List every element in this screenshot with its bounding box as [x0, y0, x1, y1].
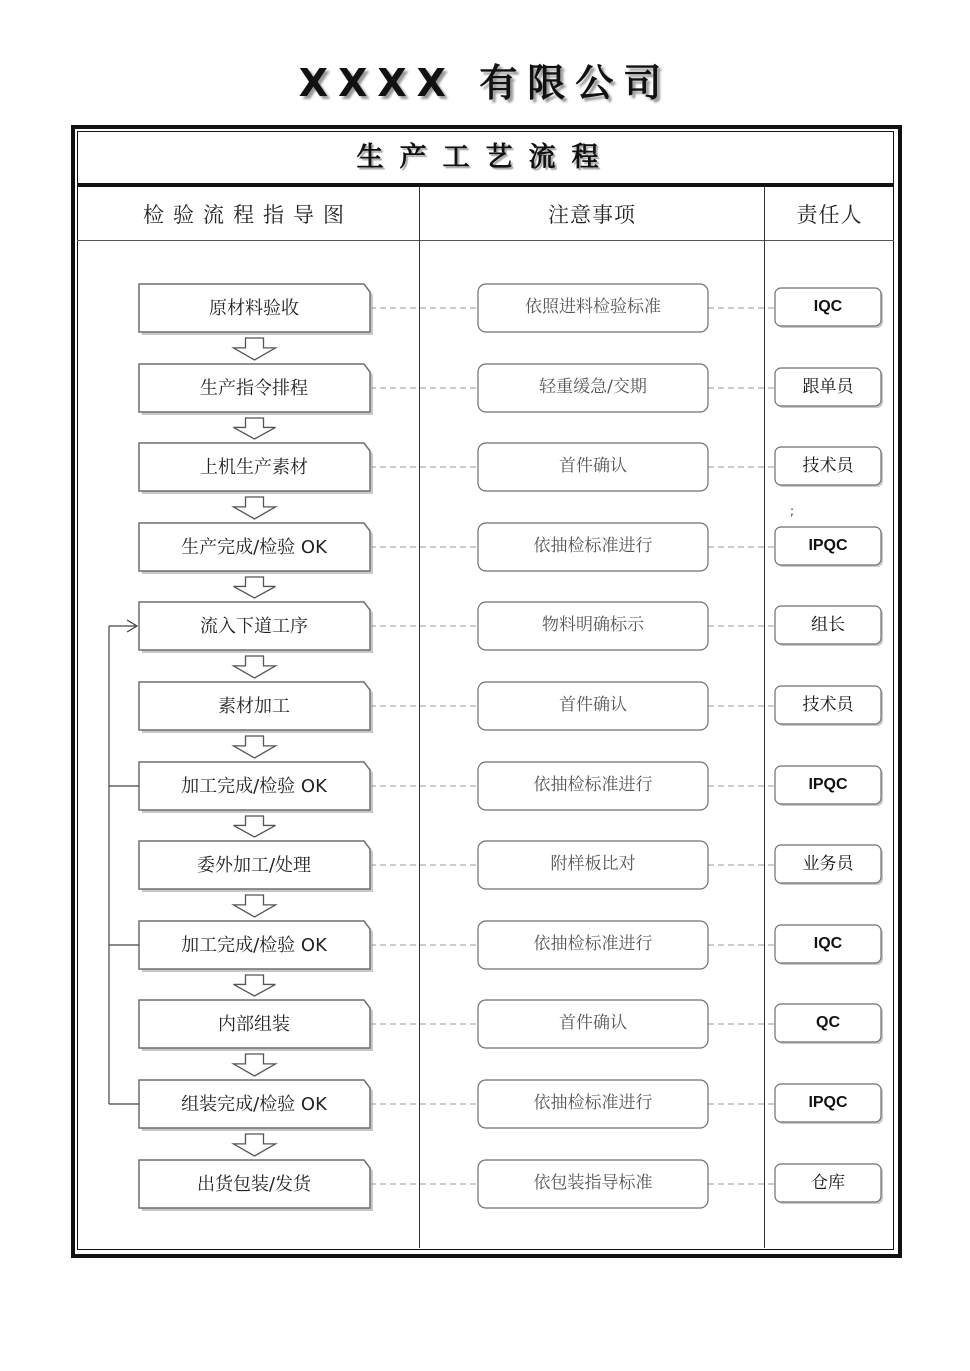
note-label: 首件确认 [559, 695, 627, 715]
down-arrow-icon [234, 497, 276, 519]
note-label: 依抽检标准进行 [533, 934, 653, 954]
company-title: XXXX 有限公司 [298, 61, 672, 105]
responsible-label: IPQC [808, 776, 848, 793]
step-label: 原材料验收 [209, 298, 299, 319]
responsible-label: IQC [813, 298, 843, 315]
step-label: 生产指令排程 [200, 378, 308, 399]
responsible-label: 技术员 [802, 695, 854, 715]
note-label: 依抽检标准进行 [533, 775, 653, 795]
down-arrow-icon [234, 577, 276, 598]
responsible-label: 跟单员 [802, 377, 854, 397]
responsible-label: IPQC [808, 537, 848, 554]
step-label: 上机生产素材 [200, 457, 308, 478]
down-arrow-icon [234, 338, 276, 360]
step-label: 加工完成/检验 OK [181, 776, 327, 797]
note-label: 依抽检标准进行 [533, 536, 653, 556]
column-header-notes: 注意事项 [548, 203, 636, 227]
note-label: 物料明确标示 [542, 615, 644, 635]
column-header-flow: 检验流程指导图 [143, 203, 353, 227]
process-title: 生产工艺流程 [356, 142, 615, 173]
down-arrow-icon [234, 816, 276, 837]
down-arrow-icon [234, 656, 276, 678]
responsible-label: 仓库 [811, 1173, 845, 1193]
note-label: 轻重缓急/交期 [539, 377, 647, 397]
step-label: 出货包装/发货 [196, 1174, 312, 1195]
note-label: 依抽检标准进行 [533, 1093, 653, 1113]
step-label: 内部组装 [218, 1014, 290, 1035]
step-label: 委外加工/处理 [196, 855, 312, 876]
step-label: 素材加工 [218, 696, 290, 717]
note-label: 依照进料检验标准 [525, 297, 661, 317]
note-label: 附样板比对 [550, 854, 636, 874]
step-label: 生产完成/检验 OK [181, 537, 327, 558]
note-label: 首件确认 [559, 1013, 627, 1033]
step-label: 流入下道工序 [200, 616, 308, 637]
down-arrow-icon [234, 418, 276, 439]
responsible-label: QC [816, 1014, 840, 1031]
responsible-label: 组长 [811, 615, 845, 635]
responsible-label: IQC [813, 935, 843, 952]
down-arrow-icon [234, 1134, 276, 1156]
responsible-label: 技术员 [802, 456, 854, 476]
responsible-label: 业务员 [802, 854, 854, 874]
responsible-label: IPQC [808, 1094, 848, 1111]
stray-mark: ; [790, 504, 795, 518]
step-label: 加工完成/检验 OK [181, 935, 327, 956]
column-header-responsible: 责任人 [796, 203, 863, 227]
step-label: 组装完成/检验 OK [181, 1094, 327, 1115]
down-arrow-icon [234, 895, 276, 917]
note-label: 依包装指导标准 [533, 1173, 653, 1193]
down-arrow-icon [234, 736, 276, 758]
down-arrow-icon [234, 975, 276, 996]
down-arrow-icon [234, 1054, 276, 1076]
note-label: 首件确认 [559, 456, 627, 476]
